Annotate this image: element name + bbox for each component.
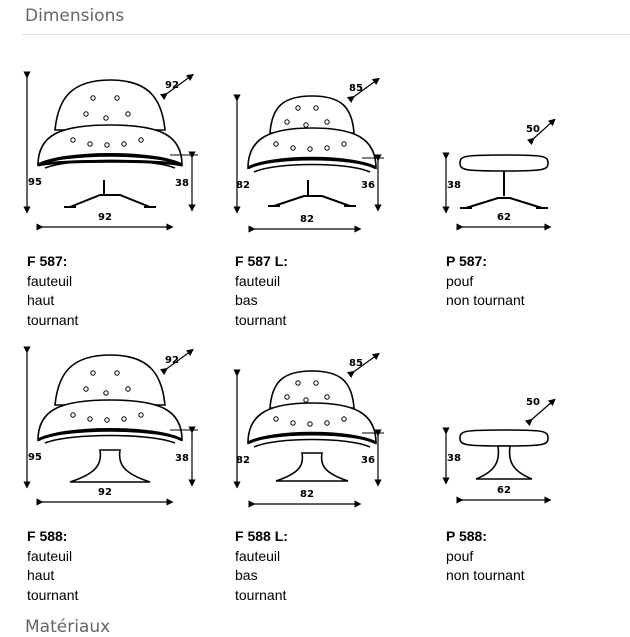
product-desc-line: fauteuil [27, 547, 73, 564]
dim-height: 82 [236, 455, 250, 466]
dim-width: 62 [497, 485, 511, 496]
product-desc-line: haut [27, 292, 55, 308]
section-title: Dimensions [25, 6, 125, 26]
dim-seat: 38 [447, 453, 461, 464]
product-code: F 587 L: [235, 253, 288, 269]
dim-depth: 50 [526, 397, 540, 408]
product-desc-line: non tournant [446, 292, 525, 308]
dim-depth: 92 [165, 355, 179, 366]
product-desc-line: tournant [235, 586, 287, 603]
drawing-p588 [440, 393, 560, 508]
dim-width: 82 [300, 489, 314, 500]
dim-seat: 36 [361, 180, 375, 191]
product-code: P 587: [446, 253, 487, 269]
product-desc-line: pouf [446, 547, 474, 564]
product-code: F 588: [27, 528, 68, 544]
product-desc-line: tournant [235, 311, 287, 328]
product-p588 [446, 527, 525, 586]
product-desc-line: fauteuil [235, 547, 281, 564]
product-code: F 587: [27, 253, 68, 269]
dim-seat: 38 [175, 453, 189, 464]
product-f587l [235, 252, 288, 330]
drawing-p587 [440, 118, 560, 233]
product-desc-line: haut [27, 567, 55, 583]
dim-width: 62 [497, 212, 511, 223]
product-desc-line: tournant [27, 586, 79, 603]
dim-depth: 92 [165, 80, 179, 91]
dim-height: 82 [236, 180, 250, 191]
dim-depth: 50 [526, 124, 540, 135]
dim-width: 92 [98, 212, 112, 223]
dim-height: 95 [28, 177, 42, 188]
product-desc-line: pouf [446, 272, 474, 289]
product-code: P 588: [446, 528, 487, 544]
dim-depth: 85 [349, 83, 363, 94]
product-desc-line: fauteuil [235, 272, 281, 289]
product-desc-line: fauteuil [27, 272, 73, 289]
divider [22, 34, 630, 35]
drawing-f587 [20, 70, 200, 235]
dim-seat: 36 [361, 455, 375, 466]
product-desc-line: bas [235, 292, 258, 308]
dim-seat: 38 [175, 178, 189, 189]
drawing-f588l [232, 353, 392, 513]
dim-width: 82 [300, 214, 314, 225]
dim-height: 95 [28, 452, 42, 463]
dim-width: 92 [98, 487, 112, 498]
product-f587 [27, 252, 78, 330]
product-desc-line: non tournant [446, 567, 525, 583]
next-section-title: Matériaux [25, 617, 111, 637]
dim-depth: 85 [349, 358, 363, 369]
drawing-f588 [20, 345, 200, 510]
product-code: F 588 L: [235, 528, 288, 544]
product-p587 [446, 252, 525, 311]
product-f588l [235, 527, 288, 605]
product-f588 [27, 527, 78, 605]
product-desc-line: bas [235, 567, 258, 583]
drawing-f587l [232, 78, 392, 238]
product-desc-line: tournant [27, 311, 79, 328]
dim-seat: 38 [447, 180, 461, 191]
